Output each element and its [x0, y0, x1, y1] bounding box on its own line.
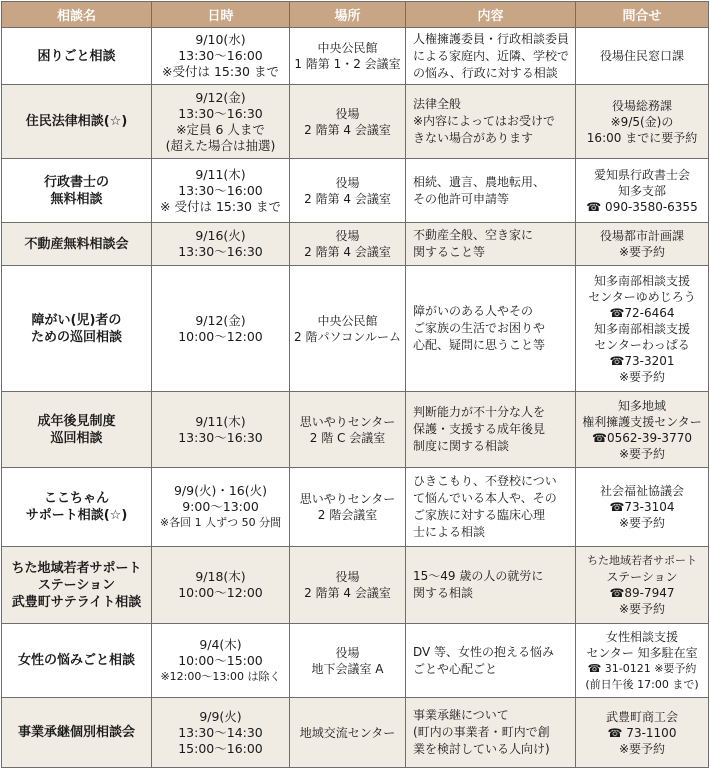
table-row — [2, 85, 709, 159]
cell-text-line: ※受付は 15:30 まで — [162, 64, 279, 79]
consultation-name — [2, 392, 152, 468]
cell-text-line: 2 階第 4 会議室 — [304, 191, 391, 206]
cell-text-line: の悩み、行政に対する相談 — [413, 65, 558, 80]
cell-text-line: ☎ 31-0121 ※要予約 — [587, 661, 697, 675]
table-row — [2, 392, 709, 468]
table-header-row — [2, 2, 709, 28]
cell-text-line: 相続、遺言、農地転用、 — [413, 174, 546, 189]
cell-text-line: ※内容によってはお受けで — [413, 114, 556, 128]
cell-text-line: 9/11(木) — [195, 166, 246, 182]
cell-text-line: 13:30〜14:30 — [178, 724, 263, 740]
cell-text-line: 不動産無料相談会 — [24, 236, 129, 252]
consultation-inquiry — [576, 547, 709, 624]
cell-text-line: 13:30〜16:00 — [178, 182, 263, 198]
cell-text-line: センター 知多駐在室 — [586, 645, 698, 660]
cell-text-line: ☎0562-39-3770 — [592, 430, 692, 445]
cell-text-line: 保護・支援する成年後見 — [413, 422, 546, 436]
cell-text-line: 9:00〜13:00 — [182, 499, 259, 514]
consultation-inquiry — [576, 28, 709, 85]
cell-text-line: 9/10(水) — [195, 32, 246, 47]
consultation-content — [406, 85, 576, 159]
cell-text-line: ここちゃん — [43, 491, 109, 506]
cell-text-line: 9/9(火)・16(火) — [173, 483, 268, 498]
consultation-place — [290, 28, 406, 85]
cell-text-line: 役場総務課 — [611, 98, 672, 113]
cell-text-line: 事業承継について — [413, 708, 509, 722]
cell-text-line: 16:00 までに要予約 — [586, 130, 698, 145]
consultation-place — [290, 159, 406, 223]
consultation-name — [2, 698, 152, 768]
cell-text-line: (前日午後 17:00 まで) — [585, 677, 699, 691]
cell-text-line: 住民法律相談(☆) — [25, 114, 128, 129]
consultation-place — [290, 392, 406, 468]
cell-text-line: 成年後見制度 — [37, 413, 116, 429]
cell-text-line: 13:30〜16:30 — [178, 429, 263, 445]
cell-text-line: ※各回 1 人ずつ 50 分間 — [159, 516, 282, 529]
cell-text-line: 中央公民館 — [317, 313, 378, 328]
cell-text-line: ご家族に対する臨床心理 — [413, 508, 546, 522]
header-place: 場所 — [290, 2, 406, 28]
consultation-name — [2, 547, 152, 624]
consultation-datetime — [152, 266, 290, 392]
cell-text-line: 女性相談支援 — [605, 629, 678, 644]
consultation-name — [2, 85, 152, 159]
cell-text-line: 武豊町商工会 — [605, 709, 678, 724]
cell-text-line: 思いやりセンター — [299, 492, 396, 506]
header-name: 相談名 — [2, 2, 152, 28]
cell-text-line: 役場都市計画課 — [599, 229, 684, 243]
cell-text-line: 9/9(火) — [199, 708, 242, 724]
cell-text-line: ※要予約 — [618, 741, 666, 756]
cell-text-line: 不動産全般、空き家に — [413, 228, 534, 242]
consultation-place — [290, 85, 406, 159]
cell-text-line: 無料相談 — [50, 191, 103, 207]
cell-text-line: ※定員 6 人まで — [176, 121, 265, 137]
cell-text-line: ☎ 090-3580-6355 — [586, 199, 698, 214]
consultation-inquiry — [576, 624, 709, 698]
consultation-name — [2, 159, 152, 223]
cell-text-line: ※要予約 — [618, 369, 666, 384]
cell-text-line: 知多南部相談支援 — [593, 321, 690, 336]
cell-text-line: ちた地域若者サポート — [587, 554, 697, 567]
cell-text-line: (超えた場合は抽選) — [165, 137, 276, 153]
cell-text-line: 2 階パソコンルーム — [294, 329, 401, 344]
cell-text-line: 役場 — [335, 175, 360, 190]
cell-text-line: その他許可申請等 — [413, 191, 510, 206]
cell-text-line: 2 階 C 会議室 — [309, 430, 386, 445]
cell-text-line: ※9/5(金)の — [610, 114, 674, 129]
cell-text-line: 役場 — [335, 229, 360, 243]
cell-text-line: て悩んでいる本人や、その — [413, 491, 557, 505]
cell-text-line: 10:00〜12:00 — [178, 328, 263, 344]
cell-text-line: ※要予約 — [618, 446, 666, 461]
consultation-place — [290, 624, 406, 698]
consultation-content — [406, 266, 576, 392]
cell-text-line: 役場 — [335, 645, 360, 660]
cell-text-line: ※要予約 — [618, 516, 666, 530]
cell-text-line: ちた地域若者サポート — [11, 560, 142, 576]
consultation-content — [406, 28, 576, 85]
cell-text-line: 9/11(木) — [195, 413, 246, 429]
cell-text-line: ひきこもり、不登校につい — [413, 474, 557, 488]
cell-text-line: 13:30〜16:30 — [178, 105, 263, 121]
table-row — [2, 266, 709, 392]
consultation-datetime — [152, 28, 290, 85]
cell-text-line: 1 階第 1・2 会議室 — [294, 57, 401, 71]
table-row — [2, 28, 709, 85]
cell-text-line: による家庭内、近隣、学校で — [413, 48, 570, 63]
consultation-content — [406, 468, 576, 547]
consultation-content — [406, 392, 576, 468]
cell-text-line: ☎73-3104 — [609, 500, 675, 514]
consultation-name — [2, 624, 152, 698]
cell-text-line: 武豊町サテライト相談 — [11, 594, 142, 610]
cell-text-line: ☎73-3201 — [609, 353, 675, 368]
cell-text-line: 業を検討している人向け) — [413, 742, 550, 756]
header-inquiry: 問合せ — [576, 2, 709, 28]
consultation-inquiry — [576, 266, 709, 392]
cell-text-line: サポート相談(☆) — [25, 508, 128, 523]
cell-text-line: 13:30〜16:30 — [178, 244, 263, 259]
cell-text-line: ☎ 73-1100 — [607, 725, 677, 740]
consultation-datetime — [152, 392, 290, 468]
cell-text-line: 9/4(木) — [199, 636, 242, 652]
cell-text-line: 2 階第 4 会議室 — [304, 122, 391, 137]
cell-text-line: 愛知県行政書士会 — [593, 167, 690, 182]
table-row — [2, 624, 709, 698]
consultation-table — [1, 1, 709, 768]
consultation-inquiry — [576, 85, 709, 159]
cell-text-line: 障がい(児)者の — [31, 312, 122, 328]
consultation-inquiry — [576, 392, 709, 468]
consultation-place — [290, 547, 406, 624]
cell-text-line: 15:00〜16:00 — [178, 740, 263, 756]
consultation-name — [2, 28, 152, 85]
cell-text-line: 役場住民窓口課 — [599, 49, 684, 63]
consultation-content — [406, 159, 576, 223]
consultation-name — [2, 223, 152, 266]
cell-text-line: ごとや心配ごと — [413, 661, 498, 676]
cell-text-line: 女性の悩みごと相談 — [17, 653, 135, 668]
cell-text-line: ステーション — [606, 570, 678, 584]
consultation-place — [290, 468, 406, 547]
consultation-datetime — [152, 624, 290, 698]
cell-text-line: 人権擁護委員・行政相談委員 — [413, 31, 570, 46]
cell-text-line: 2 階第 4 会議室 — [304, 586, 391, 600]
consultation-name — [2, 468, 152, 547]
cell-text-line: 知多南部相談支援 — [593, 273, 690, 288]
cell-text-line: 困りごと相談 — [37, 48, 116, 64]
cell-text-line: 9/12(金) — [195, 312, 246, 328]
consultation-content — [406, 624, 576, 698]
cell-text-line: 9/16(火) — [195, 228, 246, 243]
cell-text-line: 地域交流センター — [299, 725, 396, 740]
consultation-datetime — [152, 547, 290, 624]
cell-text-line: 9/12(金) — [195, 89, 246, 105]
cell-text-line: センターわっぱる — [594, 337, 690, 352]
consultation-place — [290, 223, 406, 266]
cell-text-line: 15〜49 歳の人の就労に — [413, 569, 544, 583]
cell-text-line: 10:00〜12:00 — [178, 585, 263, 600]
cell-text-line: 地下会議室 A — [311, 661, 384, 676]
consultation-datetime — [152, 85, 290, 159]
cell-text-line: ☎89-7947 — [609, 586, 675, 600]
cell-text-line: 関する相談 — [413, 586, 474, 600]
cell-text-line: きない場合があります — [413, 131, 534, 145]
cell-text-line: 事業承継個別相談会 — [17, 725, 135, 740]
cell-text-line: 役場 — [335, 570, 360, 584]
consultation-datetime — [152, 159, 290, 223]
cell-text-line: 士による相談 — [413, 525, 486, 539]
cell-text-line: 制度に関する相談 — [413, 439, 510, 453]
consultation-inquiry — [576, 698, 709, 768]
table-row — [2, 468, 709, 547]
consultation-content — [406, 698, 576, 768]
cell-text-line: ための巡回相談 — [30, 329, 122, 345]
cell-text-line: (町内の事業者・町内で創 — [413, 725, 550, 739]
cell-text-line: 障がいのある人やその — [413, 304, 534, 318]
cell-text-line: 知多地域 — [617, 398, 666, 413]
cell-text-line: ☎72-6464 — [609, 305, 675, 320]
cell-text-line: 2 階第 4 会議室 — [304, 245, 391, 259]
cell-text-line: 法律全般 — [413, 97, 462, 111]
cell-text-line: 心配、疑問に思うこと等 — [413, 338, 546, 352]
table-row — [2, 159, 709, 223]
consultation-content — [406, 547, 576, 624]
cell-text-line: 知多支部 — [617, 183, 666, 198]
cell-text-line: DV 等、女性の抱える悩み — [413, 644, 555, 659]
cell-text-line: 9/18(木) — [195, 569, 246, 584]
consultation-datetime — [152, 223, 290, 266]
cell-text-line: 権利擁護支援センター — [582, 414, 702, 429]
cell-text-line: ステーション — [37, 577, 116, 593]
cell-text-line: 10:00〜15:00 — [178, 652, 263, 668]
cell-text-line: 中央公民館 — [317, 41, 378, 55]
cell-text-line: 役場 — [335, 106, 360, 121]
header-content: 内容 — [406, 2, 576, 28]
cell-text-line: 2 階会議室 — [317, 508, 378, 522]
cell-text-line: ※ 受付は 15:30 まで — [160, 198, 281, 214]
consultation-datetime — [152, 468, 290, 547]
cell-text-line: 思いやりセンター — [299, 414, 396, 429]
cell-text-line: ※要予約 — [618, 245, 666, 259]
consultation-content — [406, 223, 576, 266]
cell-text-line: ※要予約 — [618, 602, 666, 616]
cell-text-line: センターゆめじろう — [588, 289, 696, 304]
cell-text-line: ご家族の生活でお困りや — [413, 321, 546, 335]
consultation-inquiry — [576, 468, 709, 547]
consultation-place — [290, 266, 406, 392]
header-datetime: 日時 — [152, 2, 290, 28]
cell-text-line: 巡回相談 — [50, 430, 103, 446]
cell-text-line: ※12:00〜13:00 は除く — [160, 669, 281, 683]
cell-text-line: 社会福祉協議会 — [599, 484, 684, 498]
table-row — [2, 223, 709, 266]
table-row — [2, 547, 709, 624]
consultation-datetime — [152, 698, 290, 768]
cell-text-line: 行政書士の — [43, 174, 109, 190]
cell-text-line: 判断能力が不十分な人を — [413, 405, 546, 419]
consultation-inquiry — [576, 159, 709, 223]
consultation-place — [290, 698, 406, 768]
table-row — [2, 698, 709, 768]
cell-text-line: 13:30〜16:00 — [178, 48, 263, 63]
consultation-name — [2, 266, 152, 392]
cell-text-line: 関すること等 — [413, 245, 486, 259]
consultation-inquiry — [576, 223, 709, 266]
